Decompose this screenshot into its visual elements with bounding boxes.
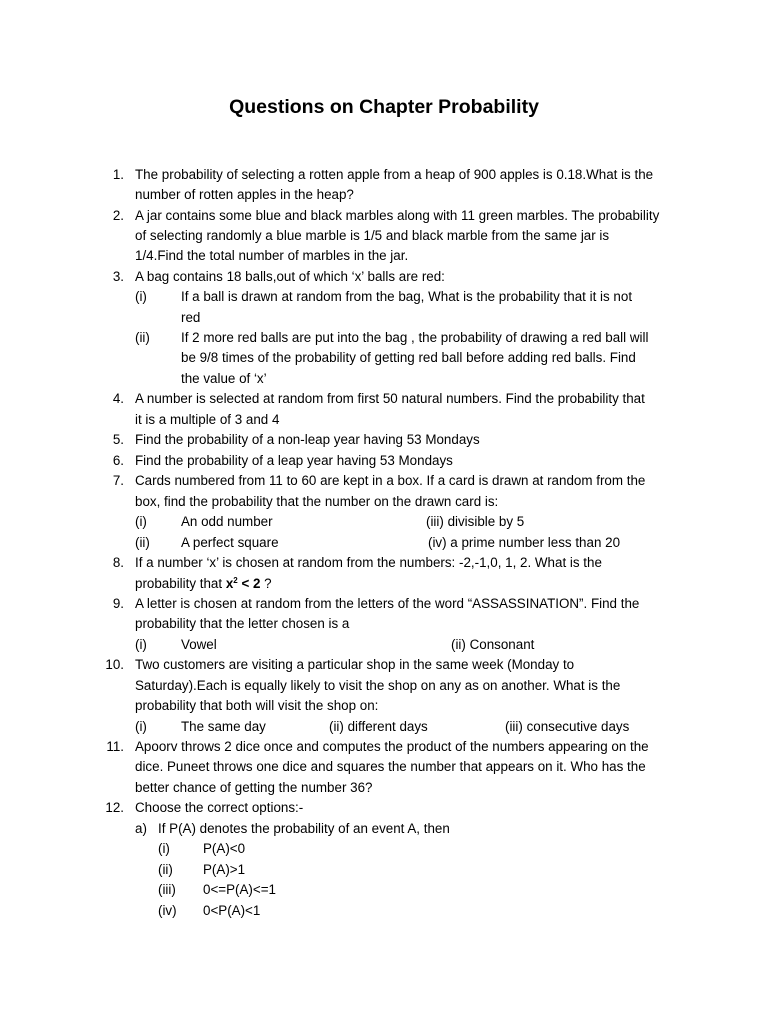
math-expression (226, 576, 261, 591)
sub-item-label: (i) (135, 289, 147, 304)
sub-item-text: An odd number (181, 514, 273, 529)
question-text: A number is selected at random from first 50 natural numbers. Find the probability that (135, 391, 645, 406)
sub-item-label: (i) (135, 637, 147, 652)
question-number: 10. (105, 657, 124, 672)
sub-item-label: (i) (135, 514, 147, 529)
question-text: it is a multiple of 3 and 4 (135, 412, 280, 427)
question-number: 11. (106, 739, 124, 754)
question-number: 3. (112, 269, 124, 284)
question-text: A bag contains 18 balls,out of which ‘x’ balls are red: (135, 269, 445, 284)
question-number: 2. (112, 208, 124, 223)
expression-base: x (225, 576, 234, 591)
question-number: 12. (105, 800, 124, 815)
sub-item-text: A perfect square (181, 535, 279, 550)
sub-question-label: a) (135, 821, 147, 836)
question-number: 4. (112, 391, 124, 406)
option-text: P(A)>1 (203, 862, 246, 877)
question-number: 9. (112, 596, 124, 611)
option-label: (iv) (158, 903, 177, 918)
page-title: Questions on Chapter Probability (229, 96, 539, 118)
question-number: 7. (112, 473, 124, 488)
sub-item-text: If a ball is drawn at random from the bag, What is the probability that it is not (181, 289, 633, 304)
question-text: Cards numbered from 11 to 60 are kept in a box. If a card is drawn at random from the (135, 473, 646, 488)
sub-item-text: (ii) different days (329, 719, 428, 734)
sub-item-text: red (181, 310, 201, 325)
text-run: ? (260, 576, 272, 591)
sub-item-label: (ii) (135, 535, 150, 550)
expression-rest: < 2 (237, 576, 261, 591)
question-text: 1/4.Find the total number of marbles in the jar. (135, 248, 409, 263)
option-label: (iii) (158, 882, 176, 897)
question-text: Find the probability of a leap year having 53 Mondays (135, 453, 453, 468)
question-text: Choose the correct options:- (135, 800, 304, 815)
question-text: dice. Puneet throws one dice and squares the number that appears on it. Who has the (135, 759, 646, 774)
sub-item-text: The same day (181, 719, 266, 734)
sub-item-label: (i) (135, 719, 147, 734)
question-number: 1. (112, 167, 124, 182)
option-text: 0<P(A)<1 (203, 903, 261, 918)
question-text: box, find the probability that the number on the drawn card is: (135, 494, 499, 509)
option-label: (i) (158, 841, 170, 856)
question-text: A letter is chosen at random from the letters of the word “ASSASSINATION”. Find the (135, 596, 640, 611)
sub-item-text: (iii) divisible by 5 (426, 514, 525, 529)
question-number: 6. (112, 453, 124, 468)
question-text: If a number ‘x’ is chosen at random from the numbers: -2,-1,0, 1, 2. What is the (135, 555, 602, 570)
sub-item-text: (iii) consecutive days (505, 719, 630, 734)
question-number: 5. (112, 432, 124, 447)
question-text: number of rotten apples in the heap? (135, 187, 354, 202)
sub-item-text: the value of ‘x’ (181, 371, 267, 386)
question-text: The probability of selecting a rotten apple from a heap of 900 apples is 0.18.What is the (135, 167, 654, 182)
sub-item-text: If 2 more red balls are put into the bag , the probability of drawing a red ball will (181, 330, 649, 345)
question-text (135, 574, 272, 594)
text-run: probability that (135, 576, 226, 591)
question-text: A jar contains some blue and black marbles along with 11 green marbles. The probability (135, 208, 660, 223)
question-number: 8. (112, 555, 124, 570)
question-text: probability that the letter chosen is a (135, 616, 350, 631)
option-label: (ii) (158, 862, 173, 877)
question-text: of selecting randomly a blue marble is 1/5 and black marble from the same jar is (135, 228, 610, 243)
sub-question-text: If P(A) denotes the probability of an event A, then (158, 821, 450, 836)
expression-exponent: 2 (233, 576, 238, 585)
sub-item-text: (iv) a prime number less than 20 (428, 535, 621, 550)
question-text: Find the probability of a non-leap year having 53 Mondays (135, 432, 480, 447)
question-text: Apoorv throws 2 dice once and computes the product of the numbers appearing on the (135, 739, 649, 754)
option-text: 0<=P(A)<=1 (203, 882, 276, 897)
option-text: P(A)<0 (203, 841, 246, 856)
sub-item-text: (ii) Consonant (451, 637, 535, 652)
question-text: probability that both will visit the shop on: (135, 698, 379, 713)
sub-item-text: be 9/8 times of the probability of getting red ball before adding red balls. Find (181, 350, 636, 365)
question-text: better chance of getting the number 36? (135, 780, 373, 795)
question-text: Saturday).Each is equally likely to visit the shop on any as on another. What is the (135, 678, 621, 693)
question-text: Two customers are visiting a particular shop in the same week (Monday to (135, 657, 575, 672)
sub-item-label: (ii) (135, 330, 150, 345)
sub-item-text: Vowel (181, 637, 217, 652)
